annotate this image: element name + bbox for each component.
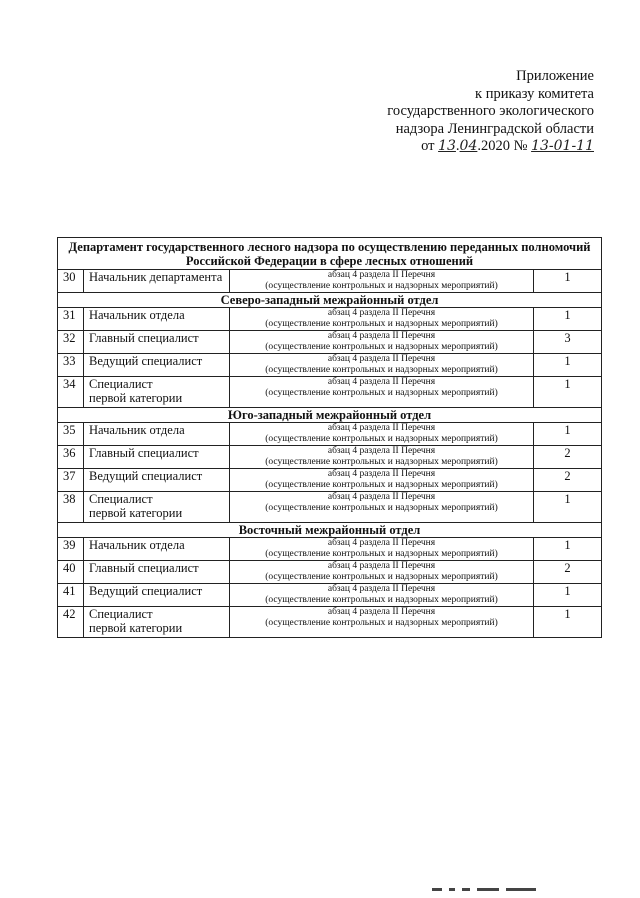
quantity: 1 xyxy=(534,492,602,523)
legal-basis xyxy=(230,308,534,331)
legal-basis xyxy=(230,446,534,469)
basis-line-2: (осуществление контрольных и надзорных мероприятий) xyxy=(265,503,498,513)
table-row xyxy=(58,423,602,446)
row-number: 39 xyxy=(58,538,84,561)
legal-basis xyxy=(230,331,534,354)
position-line: Ведущий специалист xyxy=(89,469,203,483)
position-name xyxy=(84,423,230,446)
quantity: 2 xyxy=(534,469,602,492)
position-line: Специалист xyxy=(89,607,153,621)
position-name xyxy=(84,584,230,607)
row-number: 35 xyxy=(58,423,84,446)
table-row xyxy=(58,607,602,638)
table-row xyxy=(58,492,602,523)
basis-line-2: (осуществление контрольных и надзорных мероприятий) xyxy=(265,342,498,352)
basis-line-1: абзац 4 раздела II Перечня xyxy=(327,584,436,594)
position-name xyxy=(84,469,230,492)
legal-basis xyxy=(230,469,534,492)
basis-line-1: абзац 4 раздела II Перечня xyxy=(327,308,436,318)
row-number: 37 xyxy=(58,469,84,492)
basis-line-1: абзац 4 раздела II Перечня xyxy=(327,446,436,456)
header-line-order: к приказу комитета xyxy=(475,85,594,102)
position-name xyxy=(84,308,230,331)
position-line-2: первой категории xyxy=(89,506,183,520)
legal-basis xyxy=(230,538,534,561)
date-prefix: от xyxy=(421,138,439,154)
basis-line-2: (осуществление контрольных и надзорных мероприятий) xyxy=(265,388,498,398)
row-number: 40 xyxy=(58,561,84,584)
legal-basis xyxy=(230,584,534,607)
section-title-row xyxy=(58,293,602,308)
quantity: 1 xyxy=(534,538,602,561)
table-row xyxy=(58,538,602,561)
header-line-appendix: Приложение xyxy=(516,68,594,84)
table-row xyxy=(58,270,602,293)
row-number: 38 xyxy=(58,492,84,523)
department-title-row xyxy=(58,238,602,270)
table-row xyxy=(58,354,602,377)
position-line: Ведущий специалист xyxy=(89,354,203,368)
position-line: Начальник департамента xyxy=(89,270,223,284)
quantity: 1 xyxy=(534,377,602,408)
handwritten-month: 04 xyxy=(459,138,478,154)
appendix-header xyxy=(387,68,594,156)
position-name xyxy=(84,446,230,469)
quantity: 1 xyxy=(534,354,602,377)
row-number: 33 xyxy=(58,354,84,377)
legal-basis xyxy=(230,423,534,446)
header-line-region: надзора Ленинградской области xyxy=(395,120,594,137)
position-name xyxy=(84,377,230,408)
position-name xyxy=(84,331,230,354)
row-number: 41 xyxy=(58,584,84,607)
date-separator: . xyxy=(455,138,460,154)
legal-basis xyxy=(230,561,534,584)
basis-line-2: (осуществление контрольных и надзорных мероприятий) xyxy=(265,595,498,605)
position-line: Главный специалист xyxy=(89,561,199,575)
row-number: 30 xyxy=(58,270,84,293)
legal-basis xyxy=(230,377,534,408)
basis-line-2: (осуществление контрольных и надзорных мероприятий) xyxy=(265,549,498,559)
table-row xyxy=(58,331,602,354)
section-title: Северо-западный межрайонный отдел xyxy=(58,293,602,308)
basis-line-1: абзац 4 раздела II Перечня xyxy=(327,270,436,280)
basis-line-2: (осуществление контрольных и надзорных мероприятий) xyxy=(265,281,498,291)
position-line-2: первой категории xyxy=(89,391,183,405)
basis-line-2: (осуществление контрольных и надзорных мероприятий) xyxy=(265,365,498,375)
quantity: 1 xyxy=(534,607,602,638)
basis-line-2: (осуществление контрольных и надзорных мероприятий) xyxy=(265,319,498,329)
date-year: .2020 № xyxy=(477,138,532,154)
position-line: Специалист xyxy=(89,492,153,506)
table-row xyxy=(58,561,602,584)
position-line: Главный специалист xyxy=(89,446,199,460)
basis-line-1: абзац 4 раздела II Перечня xyxy=(327,492,436,502)
position-line: Специалист xyxy=(89,377,153,391)
scan-footer-marks xyxy=(432,880,602,888)
position-name xyxy=(84,607,230,638)
handwritten-order-number: 13-01-11 xyxy=(531,138,594,154)
basis-line-2: (осуществление контрольных и надзорных мероприятий) xyxy=(265,572,498,582)
row-number: 36 xyxy=(58,446,84,469)
quantity: 1 xyxy=(534,423,602,446)
basis-line-1: абзац 4 раздела II Перечня xyxy=(327,561,436,571)
section-title-row xyxy=(58,523,602,538)
basis-line-2: (осуществление контрольных и надзорных мероприятий) xyxy=(265,434,498,444)
quantity: 1 xyxy=(534,270,602,293)
legal-basis xyxy=(230,607,534,638)
position-name xyxy=(84,270,230,293)
quantity: 2 xyxy=(534,446,602,469)
legal-basis xyxy=(230,354,534,377)
table-row xyxy=(58,446,602,469)
position-line: Начальник отдела xyxy=(89,308,185,322)
position-line-2: первой категории xyxy=(89,621,183,635)
section-title: Восточный межрайонный отдел xyxy=(58,523,602,538)
basis-line-1: абзац 4 раздела II Перечня xyxy=(327,538,436,548)
basis-line-2: (осуществление контрольных и надзорных мероприятий) xyxy=(265,480,498,490)
header-line-committee: государственного экологического xyxy=(387,103,594,119)
section-title: Юго-западный межрайонный отдел xyxy=(58,408,602,423)
position-line: Главный специалист xyxy=(89,331,199,345)
handwritten-day: 13 xyxy=(438,138,456,154)
section-title-row xyxy=(58,408,602,423)
basis-line-1: абзац 4 раздела II Перечня xyxy=(327,354,436,364)
basis-line-2: (осуществление контрольных и надзорных мероприятий) xyxy=(265,618,498,628)
basis-line-1: абзац 4 раздела II Перечня xyxy=(327,607,436,617)
row-number: 34 xyxy=(58,377,84,408)
position-line: Ведущий специалист xyxy=(89,584,203,598)
basis-line-2: (осуществление контрольных и надзорных мероприятий) xyxy=(265,457,498,467)
quantity: 1 xyxy=(534,308,602,331)
header-date-line xyxy=(387,138,594,156)
row-number: 31 xyxy=(58,308,84,331)
position-line: Начальник отдела xyxy=(89,538,185,552)
table-row xyxy=(58,308,602,331)
basis-line-1: абзац 4 раздела II Перечня xyxy=(327,469,436,479)
row-number: 42 xyxy=(58,607,84,638)
basis-line-1: абзац 4 раздела II Перечня xyxy=(327,331,436,341)
legal-basis xyxy=(230,270,534,293)
position-name xyxy=(84,538,230,561)
position-line: Начальник отдела xyxy=(89,423,185,437)
position-name xyxy=(84,354,230,377)
quantity: 1 xyxy=(534,584,602,607)
basis-line-1: абзац 4 раздела II Перечня xyxy=(327,377,436,387)
table-row xyxy=(58,584,602,607)
quantity: 2 xyxy=(534,561,602,584)
table-row xyxy=(58,469,602,492)
basis-line-1: абзац 4 раздела II Перечня xyxy=(327,423,436,433)
staff-table xyxy=(57,237,602,638)
quantity: 3 xyxy=(534,331,602,354)
table-row xyxy=(58,377,602,408)
row-number: 32 xyxy=(58,331,84,354)
position-name xyxy=(84,561,230,584)
position-name xyxy=(84,492,230,523)
legal-basis xyxy=(230,492,534,523)
department-title: Департамент государственного лесного надзора по осуществлению переданных полномочий Российской Федерации в сфере лесных отношений xyxy=(58,238,602,270)
